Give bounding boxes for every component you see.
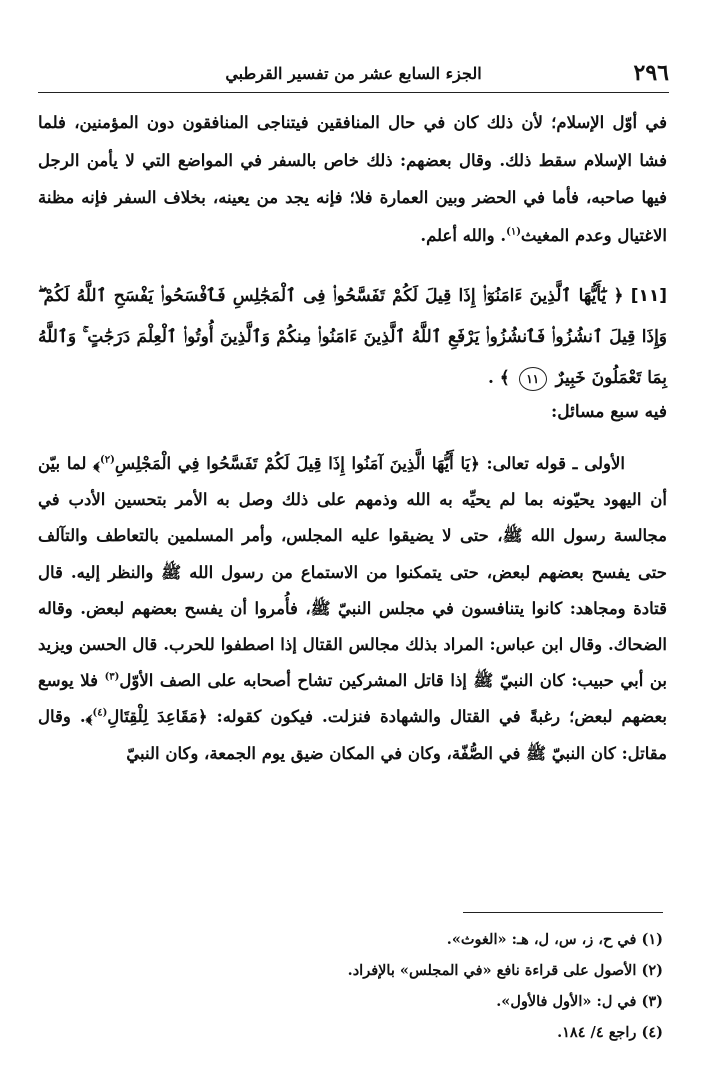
verse-close-bracket: ﴾ . <box>487 368 510 388</box>
opening-paragraph <box>38 104 667 254</box>
page-number: ٢٩٦ <box>633 60 669 86</box>
verse-quote: ﴿يَا أَيُّهَا الَّذِينَ آمَنُوا إِذَا قِيلَ لَكُمْ تَفَسَّحُوا فِي الْمَجْلِسِ <box>114 454 480 473</box>
footnote-3: (٣) في ل: «الأول فالأول». <box>496 993 663 1010</box>
book-title: الجزء السابع عشر من تفسير القرطبي <box>225 64 482 83</box>
body-line-4-end: . والله أعلم. <box>420 225 507 245</box>
quran-verse <box>38 276 667 399</box>
verse-number: [١١] <box>630 286 668 306</box>
commentary-text-3: ﴾. وقال مقاتل: كان النبيّ ﷺ في الصُّفّة، وكان في المكان ضيق يوم الجمعة، وكان النبيّ <box>38 707 667 763</box>
footnote-1: (١) في ح، ز، س، ل، هـ: «الغوث». <box>446 931 663 948</box>
footnote-ref-3: (٣) <box>104 671 120 683</box>
body-line-3: يأمن الرجل فيها صاحبه، فأما في الحضر وبين العمارة فلا؛ فإنه يجد من يعينه، <box>38 150 667 207</box>
footnote-2: (٢) الأصول على قراءة نافع «في المجلس» بالإفراد. <box>347 962 663 979</box>
verse-open-bracket: ﴿ <box>613 286 624 306</box>
verse-text: يَٰٓأَيُّهَا ٱلَّذِينَ ءَامَنُوٓا۟ إِذَا قِيلَ لَكُمْ تَفَسَّحُوا۟ فِى ٱلْمَجَٰلِسِ فَٱفْسَحُوا۟ يَفْسَحِ ٱللَّهُ لَكُمْ ۖ وَإِذَا قِيلَ ٱنشُزُوا۟ فَٱنشُزُوا۟ يَرْفَعِ ٱللَّهُ ٱلَّذِينَ ءَامَنُوا۟ مِنكُمْ وَٱلَّذِينَ أُوتُوا۟ ٱلْعِلْمَ دَرَجَٰتٍ ۚ وَٱللَّهُ بِمَا تَعْمَلُونَ خَبِيرٌ <box>38 286 667 388</box>
body-line-2: فلما فشا الإسلام سقط ذلك. وقال بعضهم: ذلك خاص بالسفر في المواضع التي لا <box>38 113 667 170</box>
issues-heading: فيه سبع مسائل: <box>551 402 667 422</box>
footnote-ref-2: (٢) <box>99 454 115 466</box>
footnotes <box>40 924 663 1048</box>
commentary-text-2: فلا يوسع بعضهم لبعض؛ رغبةً في القتال والشهادة فنزلت. فيكون كقوله: <box>38 671 667 727</box>
footnote-ref-4: (٤) <box>92 707 108 719</box>
footnote-4: (٤) راجع ٤/ ١٨٤. <box>557 1024 663 1041</box>
ayah-end-marker: ١١ <box>519 367 547 391</box>
running-header <box>38 58 669 93</box>
discussion-paragraph <box>38 446 667 772</box>
footnote-separator <box>463 912 663 913</box>
commentary-text: ﴾ لما بيّن أن اليهود يحيّونه بما لم يحيِّه به الله وذمهم على ذلك وصل به الأمر بتحسين الأدب في مجالسة رسول الله ﷺ، حتى لا يضيقوا عليه المجلس، وأمر المسلمين بالتعاطف والتآلف حتى يفسح بعضهم لبعض، حتى يتمكنوا من الاستماع من رسول الله ﷺ والنظر إليه. قال قتادة ومجاهد: كانوا يتنافسون في مجلس النبيّ ﷺ، فأُمروا أن يفسح بعضهم لبعض. وقاله الضحاك. وقال ابن عباس: المراد بذلك مجالس القتال إذا اصطفوا للحرب. قال الحسن ويزيد بن أبي حبيب: كان النبيّ ﷺ إذا قاتل المشركين تشاح أصحابه على الصف الأوّل <box>38 454 667 691</box>
body-line-4: بخلاف السفر فإنه مظنة الاغتيال وعدم المغيث <box>38 188 667 245</box>
issue-one-intro: الأولى ـ قوله تعالى: <box>479 454 625 473</box>
footnote-ref-1: (١) <box>506 226 521 237</box>
body-line-1: في أوّل الإسلام؛ لأن ذلك كان في حال المنافقين فيتناجى المنافقون دون المؤمنين، <box>74 113 667 132</box>
verse-quote-2: ﴿مَقَاعِدَ لِلْقِتَالِ <box>107 707 208 727</box>
